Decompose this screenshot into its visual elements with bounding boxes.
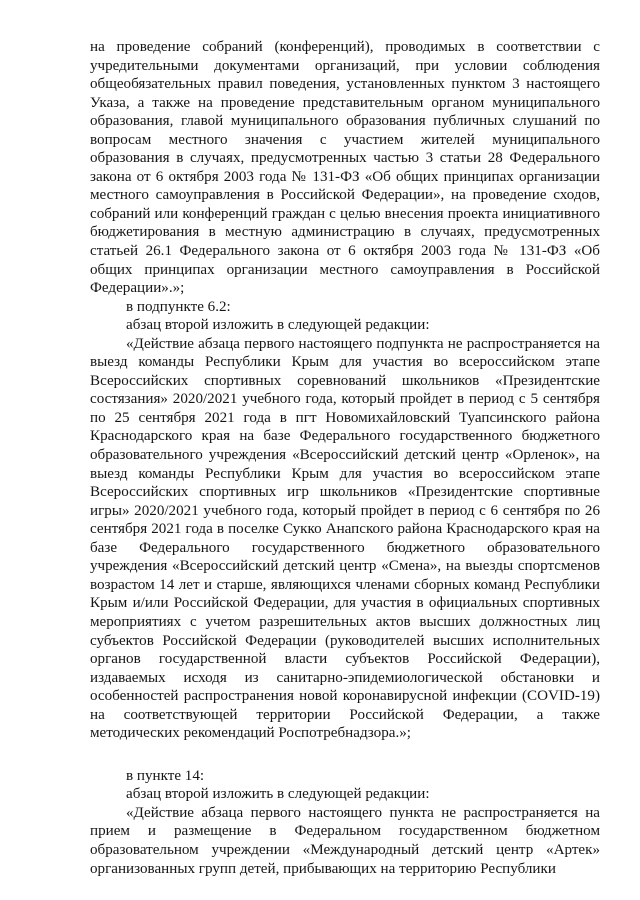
paragraph-gap	[90, 743, 600, 767]
paragraph-point-14: в пункте 14:	[126, 767, 205, 784]
paragraph-edit-instruction-2: абзац второй изложить в следующей редакции:	[126, 786, 430, 803]
paragraph-edit-instruction: абзац второй изложить в следующей редакции:	[126, 317, 430, 334]
document-text	[90, 38, 600, 878]
paragraph-quoted-amendment-2: «Действие абзаца первого настоящего пункта не распространяется на прием и размещение в Федеральном государственном бюджетном образовательном учреждении «Международный детский центр «Артек» организованных групп детей, прибывающих на территорию Республики	[90, 804, 600, 877]
paragraph-continuation: на проведение собраний (конференций), проводимых в соответствии с учредительными документами организаций, при условии соблюдения общеобязательных правил поведения, установленных пунктом 3 настоящего Указа, а также на проведение представительным органом муниципального образования, главой муниципального образования публичных слушаний по вопросам местного значения с участием жителей муниципального образования в случаях, предусмотренных частью 3 статьи 28 Федерального закона от 6 октября 2003 года № 131-ФЗ «Об общих принципах организации местного самоуправления в Российской Федерации», на проведение сходов, собраний или конференций граждан с целью внесения проекта инициативного бюджетирования в местную администрацию в случаях, предусмотренных статьей 26.1 Федерального закона от 6 октября 2003 года № 131-ФЗ «Об общих принципах организации местного самоуправления в Российской Федерации».»;	[90, 39, 600, 297]
paragraph-quoted-amendment: «Действие абзаца первого настоящего подпункта не распространяется на выезд команды Республики Крым для участия во всероссийском этапе Всероссийских спортивных соревнований школьников «Президентские состязания» 2020/2021 учебного года, который пройдет в период с 5 сентября по 25 сентября 2021 года в пгт Новомихайловский Туапсинского района Краснодарского края на базе Федерального государственного бюджетного образовательного учреждения «Всероссийский детский центр «Орленок», на выезд команды Республики Крым для участия во всероссийском этапе Всероссийских спортивных игр школьников «Президентские спортивные игры» 2020/2021 учебного года, который пройдет в период с 6 сентября по 26 сентября 2021 года в поселке Сукко Анапского района Краснодарского края на базе Федерального государственного бюджетного образовательного учреждения «Всероссийский детский центр «Смена», на выезды спортсменов возрастом 14 лет и старше, являющихся членами сборных команд Республики Крым и/или Российской Федерации, для участия в официальных спортивных мероприятиях с учетом разрешительных актов высших должностных лиц субъектов Российской Федерации (руководителей высших исполнительных органов государственной власти субъектов Российской Федерации), издаваемых исходя из санитарно-эпидемиологической обстановки и особенностей распространения новой коронавирусной инфекции (COVID-19) на соответствующей территории Российской Федерации, а также методических рекомендаций Роспотребнадзора.»;	[90, 335, 600, 742]
paragraph-subpoint-6-2: в подпункте 6.2:	[126, 298, 231, 315]
